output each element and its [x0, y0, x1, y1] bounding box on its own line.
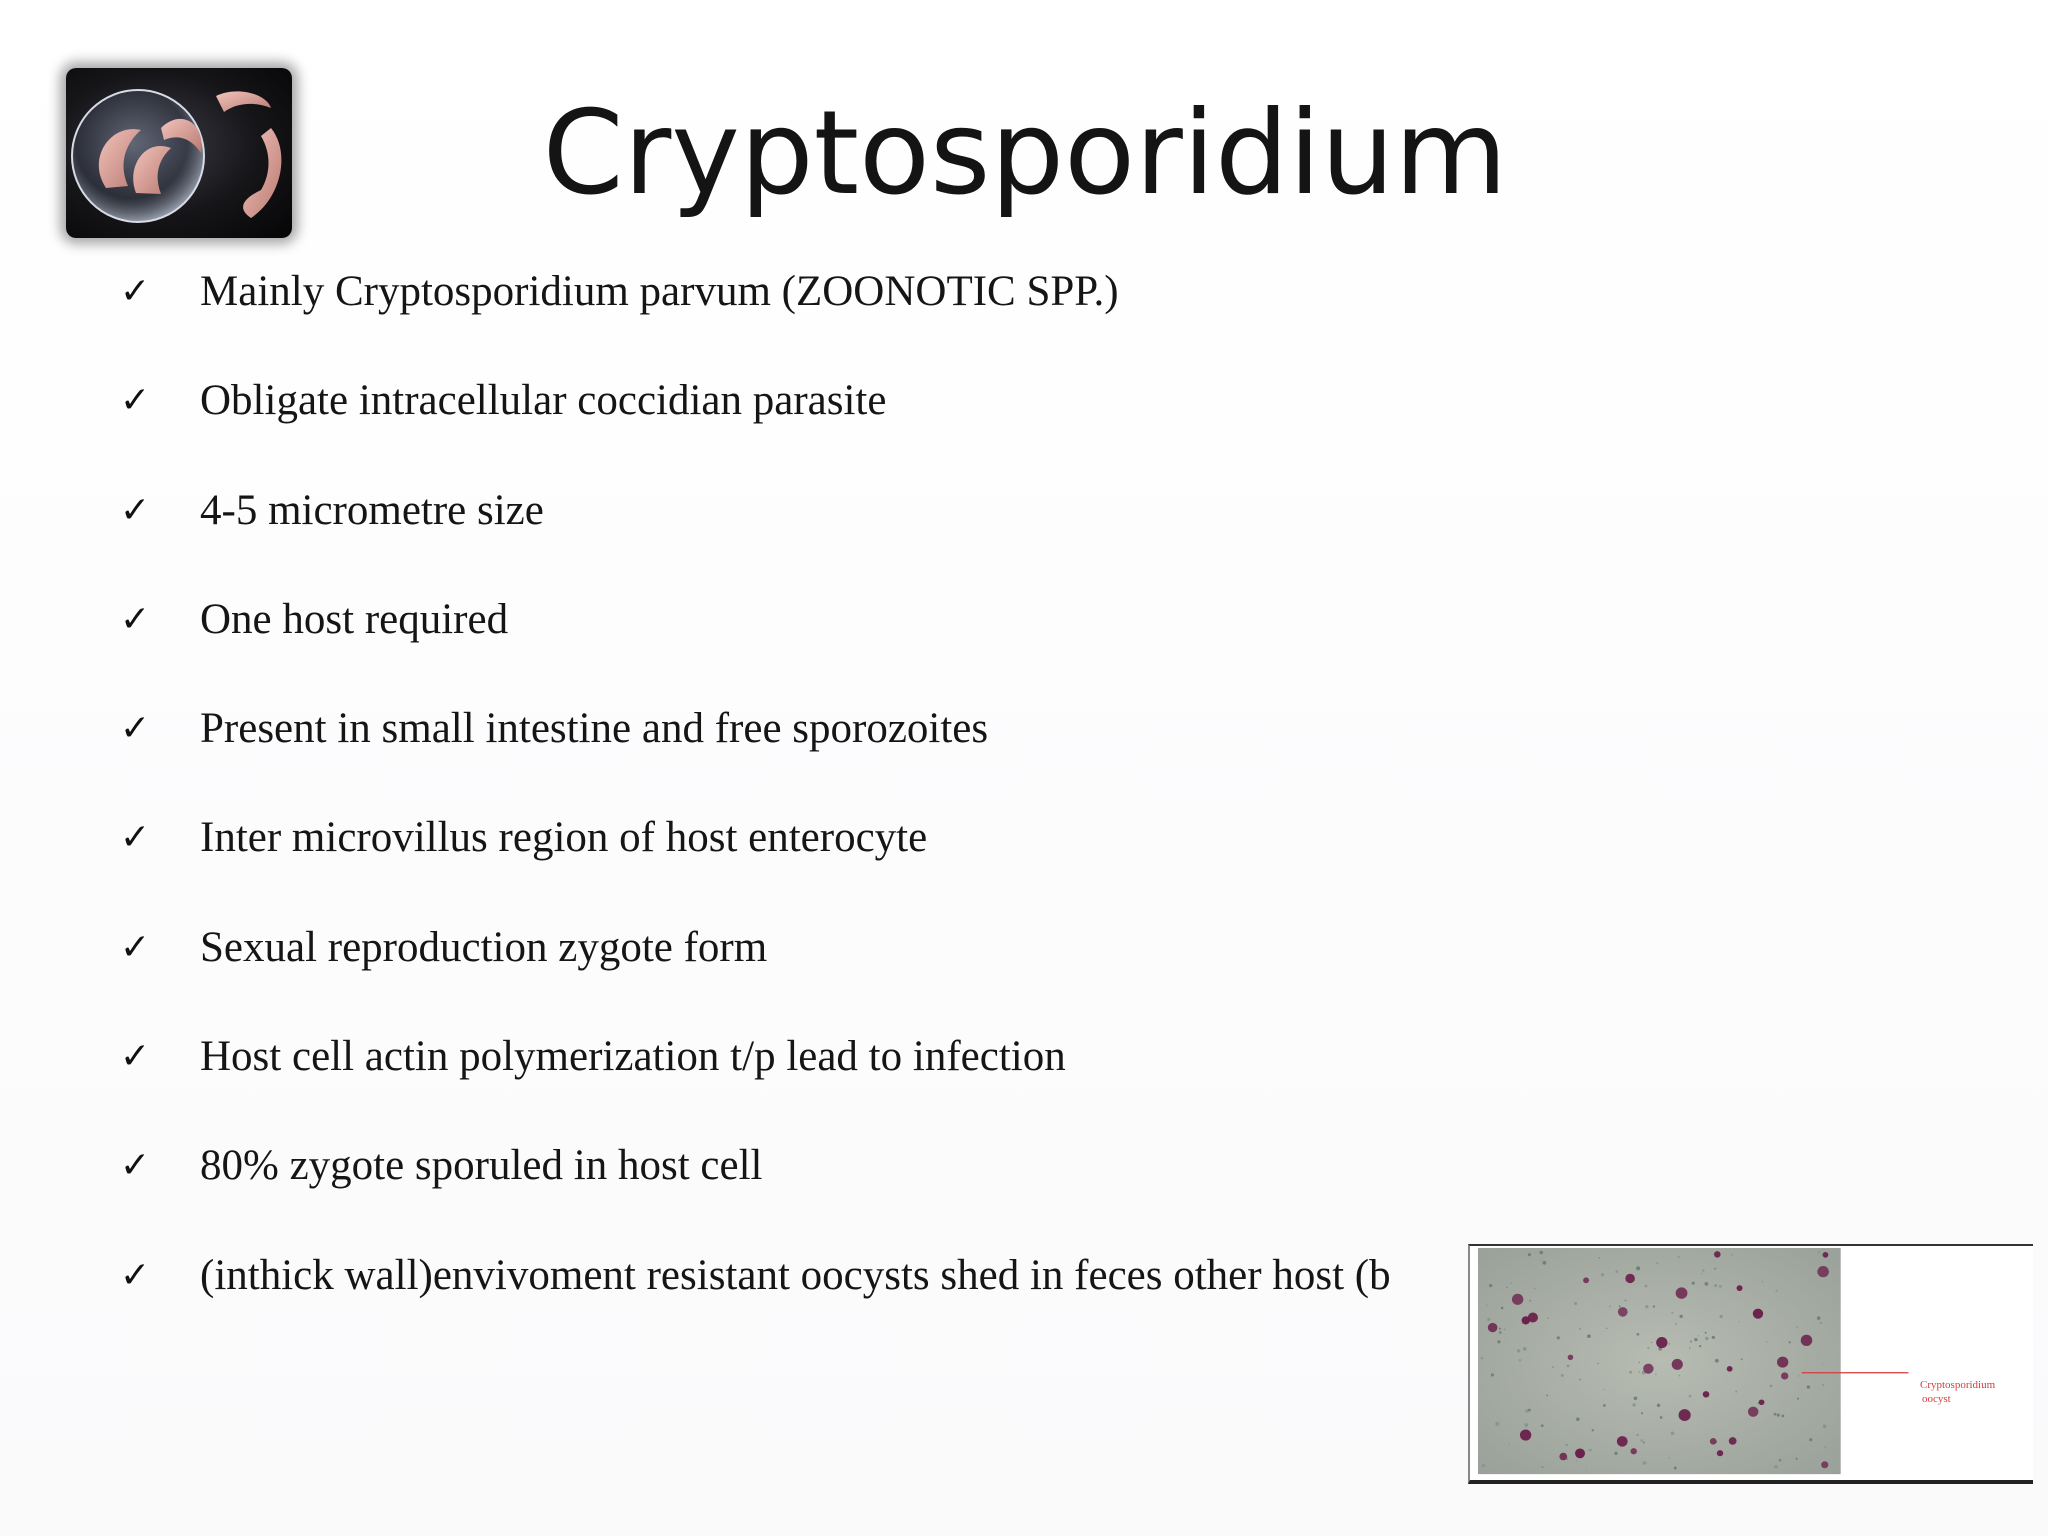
- micrograph-label: [1920, 1378, 1995, 1406]
- bullet-item: [120, 808, 1470, 917]
- check-mark-icon: ✓: [120, 271, 151, 312]
- bullet-text: Inter microvillus region of host enterocyte: [200, 814, 928, 862]
- bullet-item: [120, 918, 1470, 1027]
- micrograph-label-line1: Cryptosporidium: [1920, 1379, 1996, 1391]
- bullet-item: [120, 262, 1470, 371]
- check-mark-icon: ✓: [120, 489, 151, 531]
- oocyst-micrograph-image: [1468, 1244, 2033, 1484]
- bullet-text: 4-5 micrometre size: [200, 486, 544, 534]
- bullet-text: Present in small intestine and free sporozoites: [200, 705, 989, 753]
- bullet-item: [120, 590, 1470, 699]
- check-mark-icon: ✓: [120, 817, 151, 859]
- check-mark-icon: ✓: [120, 1145, 151, 1187]
- bullet-text: One host required: [200, 595, 509, 643]
- bullet-list: [120, 262, 1470, 1355]
- micrograph-label-line2: oocyst: [1922, 1393, 1951, 1405]
- bullet-item: [120, 481, 1470, 590]
- check-mark-icon: ✓: [120, 1254, 151, 1296]
- bullet-item: [120, 371, 1470, 480]
- check-mark-icon: ✓: [120, 1036, 151, 1078]
- bullet-text: 80% zygote sporuled in host cell: [200, 1142, 763, 1190]
- slide-title: Cryptosporidium: [542, 86, 1508, 221]
- check-mark-icon: ✓: [120, 380, 151, 422]
- bullet-item: [120, 1246, 1470, 1355]
- bullet-item: [120, 1027, 1470, 1136]
- bullet-text: Host cell actin polymerization t/p lead to infection: [200, 1033, 1066, 1081]
- check-mark-icon: ✓: [120, 708, 151, 750]
- bullet-item: [120, 699, 1470, 808]
- sporozoite-logo-image: [66, 68, 292, 238]
- bullet-text: Obligate intracellular coccidian parasite: [200, 377, 887, 425]
- bullet-item: [120, 1136, 1470, 1245]
- check-mark-icon: ✓: [120, 598, 151, 640]
- check-mark-icon: ✓: [120, 926, 151, 968]
- bullet-text: Sexual reproduction zygote form: [200, 923, 768, 971]
- bullet-text: (inthick wall)envivoment resistant oocysts shed in feces other host (b: [200, 1251, 1391, 1299]
- bullet-text: Mainly Cryptosporidium parvum (ZOONOTIC SPP.): [200, 268, 1119, 315]
